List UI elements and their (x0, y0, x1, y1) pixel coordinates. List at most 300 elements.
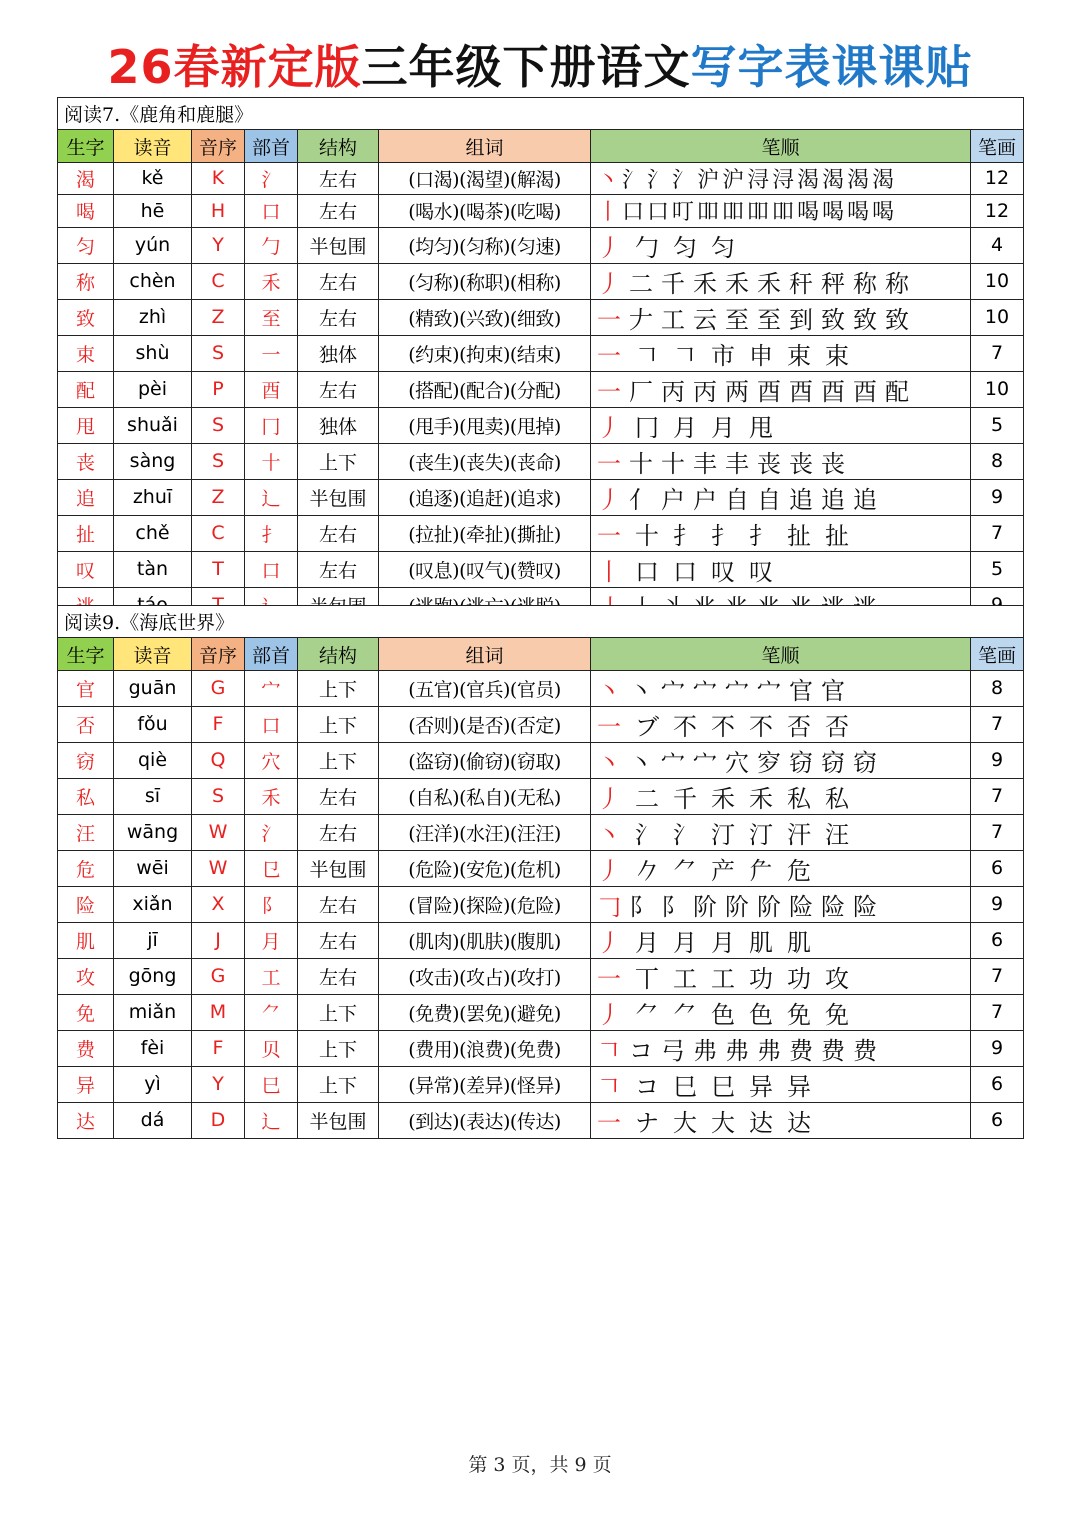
stroke-step: 窃 (789, 748, 813, 777)
stroke-order-cell (591, 814, 971, 850)
radical-cell: 巳 (245, 1066, 298, 1102)
sequence-cell: K (192, 162, 245, 194)
table-row (58, 1066, 1024, 1102)
structure-cell: 上下 (298, 706, 379, 742)
stroke-step: 吅 (722, 200, 745, 226)
structure-cell: 左右 (298, 515, 379, 551)
char-cell: 配 (58, 371, 114, 407)
stroke-step: 丿 (597, 928, 621, 957)
stroke-order-cell (591, 479, 971, 515)
sequence-cell: W (192, 850, 245, 886)
stroke-step: 产 (711, 856, 735, 885)
stroke-step: 甩 (749, 413, 773, 442)
stroke-step: 氵 (635, 820, 659, 849)
stroke-step: 丧 (789, 449, 813, 478)
radical-cell: 宀 (245, 670, 298, 706)
table-row (58, 1030, 1024, 1066)
stroke-step: 宀 (661, 676, 685, 705)
words-cell: (精致)(兴致)(细致) (379, 299, 591, 335)
table-row (58, 670, 1024, 706)
stroke-count-cell: 6 (971, 850, 1024, 886)
stroke-order-cell (591, 371, 971, 407)
stroke-step: 申 (749, 341, 773, 370)
stroke-step: 色 (749, 1000, 773, 1029)
pinyin-cell: yún (114, 227, 192, 263)
table-row (58, 922, 1024, 958)
stroke-order-cell (591, 778, 971, 814)
stroke-step: 吅 (747, 200, 770, 226)
stroke-step: 沪 (722, 167, 745, 193)
stroke-step: 吅 (697, 200, 720, 226)
table-row (58, 407, 1024, 443)
stroke-count-cell: 7 (971, 778, 1024, 814)
stroke-step: 口 (647, 200, 670, 226)
stroke-order-cell (591, 407, 971, 443)
structure-cell: 左右 (298, 162, 379, 194)
character-table-reading-7 (57, 97, 1024, 624)
stroke-step: 一 (597, 1108, 621, 1137)
char-cell: 汪 (58, 814, 114, 850)
stroke-step: 两 (725, 377, 749, 406)
pinyin-cell: yì (114, 1066, 192, 1102)
stroke-step: 千 (673, 784, 697, 813)
structure-cell: 左右 (298, 778, 379, 814)
char-cell: 丧 (58, 443, 114, 479)
stroke-step: 秆 (789, 269, 813, 298)
stroke-step: 扌 (749, 521, 773, 550)
sequence-cell: P (192, 371, 245, 407)
header-char: 生字 (58, 130, 114, 162)
char-cell: 匀 (58, 227, 114, 263)
header-char: 生字 (58, 638, 114, 670)
stroke-step: 官 (821, 676, 845, 705)
pinyin-cell: sī (114, 778, 192, 814)
words-cell: (汪洋)(水汪)(汪汪) (379, 814, 591, 850)
sequence-cell: S (192, 778, 245, 814)
sequence-cell: Z (192, 299, 245, 335)
radical-cell: 辶 (245, 1102, 298, 1138)
stroke-step: 称 (853, 269, 877, 298)
stroke-step: 一 (597, 521, 621, 550)
stroke-step: 叹 (749, 557, 773, 586)
char-cell: 追 (58, 479, 114, 515)
stroke-step: 一 (597, 964, 621, 993)
sequence-cell: F (192, 706, 245, 742)
sequence-cell: C (192, 263, 245, 299)
stroke-step: 阝 (629, 892, 653, 921)
char-cell: 免 (58, 994, 114, 1030)
table-row (58, 263, 1024, 299)
pinyin-cell: jī (114, 922, 192, 958)
stroke-step: 窃 (821, 748, 845, 777)
stroke-count-cell: 9 (971, 886, 1024, 922)
sequence-cell: Z (192, 479, 245, 515)
structure-cell: 左右 (298, 958, 379, 994)
stroke-step: 丶 (629, 748, 653, 777)
stroke-step: 丨 (597, 200, 620, 226)
char-cell: 险 (58, 886, 114, 922)
stroke-step: 𠂇 (629, 305, 653, 334)
header-stroke-order: 笔顺 (591, 638, 971, 670)
stroke-step: 扯 (825, 521, 849, 550)
words-cell: (搭配)(配合)(分配) (379, 371, 591, 407)
radical-cell: 一 (245, 335, 298, 371)
char-cell: 束 (58, 335, 114, 371)
stroke-step: 致 (853, 305, 877, 334)
stroke-step: 追 (853, 485, 877, 514)
stroke-count-cell: 6 (971, 1102, 1024, 1138)
page-number-text: 第 3 页，共 9 页 (468, 1454, 612, 1476)
stroke-step: 禾 (711, 784, 735, 813)
stroke-step: 宀 (725, 676, 749, 705)
stroke-step: 弗 (693, 1036, 717, 1065)
words-cell: (甩手)(甩卖)(甩掉) (379, 407, 591, 443)
pinyin-cell: hē (114, 195, 192, 227)
radical-cell: 口 (245, 195, 298, 227)
stroke-order-cell (591, 443, 971, 479)
stroke-step: 自 (725, 485, 749, 514)
radical-cell: 冂 (245, 407, 298, 443)
stroke-step: 肌 (787, 928, 811, 957)
stroke-step: 丶 (597, 167, 620, 193)
pinyin-cell: gōng (114, 958, 192, 994)
radical-cell: 十 (245, 443, 298, 479)
structure-cell: 左右 (298, 886, 379, 922)
stroke-step: 攻 (825, 964, 849, 993)
stroke-step: 喝 (822, 200, 845, 226)
stroke-count-cell: 7 (971, 515, 1024, 551)
section-caption: 阅读7.《鹿角和鹿腿》 (58, 98, 1024, 130)
stroke-step: 二 (629, 269, 653, 298)
stroke-step: 叹 (711, 557, 735, 586)
stroke-step: 浔 (747, 167, 770, 193)
words-cell: (拉扯)(牵扯)(撕扯) (379, 515, 591, 551)
stroke-step: 丰 (725, 449, 749, 478)
character-table-reading-9 (57, 605, 1024, 1139)
sequence-cell: S (192, 443, 245, 479)
table-row (58, 479, 1024, 515)
structure-cell: 上下 (298, 742, 379, 778)
stroke-step: 异 (787, 1072, 811, 1101)
stroke-order-cell (591, 994, 971, 1030)
stroke-step: 丿 (597, 269, 621, 298)
stroke-step: 宀 (693, 748, 717, 777)
stroke-step: 到 (789, 305, 813, 334)
radical-cell: 氵 (245, 814, 298, 850)
sequence-cell: C (192, 515, 245, 551)
stroke-step: 免 (825, 1000, 849, 1029)
structure-cell: 独体 (298, 407, 379, 443)
sequence-cell: Y (192, 1066, 245, 1102)
stroke-step: 免 (787, 1000, 811, 1029)
stroke-step: 冂 (635, 413, 659, 442)
sequence-cell: S (192, 335, 245, 371)
table-row (58, 778, 1024, 814)
stroke-step: 至 (757, 305, 781, 334)
stroke-step: ⺈ (635, 1000, 659, 1029)
stroke-step: 丶 (597, 676, 621, 705)
stroke-step: 月 (711, 928, 735, 957)
stroke-step: 丙 (693, 377, 717, 406)
radical-cell: 月 (245, 922, 298, 958)
stroke-step: 丿 (597, 784, 621, 813)
table-row (58, 850, 1024, 886)
stroke-step: 禾 (693, 269, 717, 298)
stroke-step: 宀 (757, 676, 781, 705)
stroke-step: 束 (825, 341, 849, 370)
stroke-step: 氵 (672, 167, 695, 193)
stroke-order-cell (591, 515, 971, 551)
stroke-step: 肌 (749, 928, 773, 957)
stroke-step: 致 (821, 305, 845, 334)
header-pinyin: 读音 (114, 638, 192, 670)
sequence-cell: G (192, 958, 245, 994)
radical-cell: 至 (245, 299, 298, 335)
stroke-step: 渴 (847, 167, 870, 193)
pinyin-cell: tàn (114, 551, 192, 587)
stroke-step: 自 (757, 485, 781, 514)
stroke-order-cell (591, 551, 971, 587)
stroke-step: 险 (821, 892, 845, 921)
stroke-step: 工 (673, 964, 697, 993)
stroke-step: 月 (673, 413, 697, 442)
pinyin-cell: sàng (114, 443, 192, 479)
structure-cell: 左右 (298, 371, 379, 407)
stroke-step: 丶 (597, 820, 621, 849)
stroke-step: 异 (749, 1072, 773, 1101)
header-radical: 部首 (245, 130, 298, 162)
pinyin-cell: chě (114, 515, 192, 551)
stroke-step: 一 (597, 305, 621, 334)
stroke-step: 禾 (725, 269, 749, 298)
stroke-count-cell: 10 (971, 371, 1024, 407)
char-cell: 官 (58, 670, 114, 706)
sequence-cell: X (192, 886, 245, 922)
char-cell: 否 (58, 706, 114, 742)
stroke-step: 工 (661, 305, 685, 334)
title-part-topic: 写字表课课贴 (690, 40, 973, 94)
words-cell: (自私)(私自)(无私) (379, 778, 591, 814)
pinyin-cell: pèi (114, 371, 192, 407)
stroke-step: 口 (673, 557, 697, 586)
stroke-step: 匀 (711, 233, 735, 262)
pinyin-cell: zhì (114, 299, 192, 335)
stroke-step: 丿 (597, 485, 621, 514)
stroke-count-cell: 10 (971, 263, 1024, 299)
structure-cell: 上下 (298, 1030, 379, 1066)
stroke-order-cell (591, 162, 971, 194)
table-row (58, 742, 1024, 778)
stroke-step: 厃 (749, 856, 773, 885)
stroke-step: 丿 (597, 233, 621, 262)
stroke-step: 功 (787, 964, 811, 993)
stroke-order-cell (591, 1066, 971, 1102)
structure-cell: 上下 (298, 994, 379, 1030)
header-stroke-order: 笔顺 (591, 130, 971, 162)
stroke-step: 丶 (629, 676, 653, 705)
stroke-step: 宀 (693, 676, 717, 705)
stroke-step: 束 (787, 341, 811, 370)
structure-cell: 半包围 (298, 479, 379, 515)
radical-cell: 辶 (245, 479, 298, 515)
stroke-step: 𠂊 (635, 856, 659, 885)
pinyin-cell: zhuī (114, 479, 192, 515)
stroke-step: 丧 (757, 449, 781, 478)
stroke-step: 称 (885, 269, 909, 298)
stroke-step: 弓 (661, 1036, 685, 1065)
header-structure: 结构 (298, 638, 379, 670)
stroke-step: 户 (661, 485, 685, 514)
stroke-step: 千 (661, 269, 685, 298)
stroke-step: 大 (673, 1108, 697, 1137)
stroke-step: ブ (635, 712, 659, 741)
stroke-step: 汀 (711, 820, 735, 849)
radical-cell: 禾 (245, 778, 298, 814)
stroke-step: 酉 (789, 377, 813, 406)
stroke-step: 二 (635, 784, 659, 813)
header-stroke-count: 笔画 (971, 638, 1024, 670)
table-row (58, 299, 1024, 335)
stroke-step: 阶 (725, 892, 749, 921)
stroke-step: 工 (711, 964, 735, 993)
pinyin-cell: fǒu (114, 706, 192, 742)
stroke-step: 吅 (772, 200, 795, 226)
stroke-step: 穸 (757, 748, 781, 777)
pinyin-cell: chèn (114, 263, 192, 299)
char-cell: 费 (58, 1030, 114, 1066)
page-title (0, 36, 1080, 98)
stroke-step: コ (629, 1036, 653, 1065)
pinyin-cell: xiǎn (114, 886, 192, 922)
stroke-step: 丅 (635, 964, 659, 993)
stroke-step: 氵 (647, 167, 670, 193)
words-cell: (异常)(差异)(怪异) (379, 1066, 591, 1102)
char-cell: 异 (58, 1066, 114, 1102)
stroke-step: 浔 (772, 167, 795, 193)
stroke-step: 宀 (661, 748, 685, 777)
char-cell: 称 (58, 263, 114, 299)
table-row (58, 162, 1024, 194)
sequence-cell: G (192, 670, 245, 706)
words-cell: (盗窃)(偷窃)(窃取) (379, 742, 591, 778)
header-pinyin: 读音 (114, 130, 192, 162)
char-cell: 扯 (58, 515, 114, 551)
stroke-step: 户 (693, 485, 717, 514)
radical-cell: 禾 (245, 263, 298, 299)
stroke-order-cell (591, 922, 971, 958)
stroke-step: 巳 (711, 1072, 735, 1101)
words-cell: (口渴)(渴望)(解渴) (379, 162, 591, 194)
stroke-step: 不 (749, 712, 773, 741)
table-row (58, 551, 1024, 587)
stroke-step: 费 (853, 1036, 877, 1065)
stroke-step: 口 (635, 557, 659, 586)
stroke-step: 十 (635, 521, 659, 550)
stroke-step: コ (635, 1072, 659, 1101)
stroke-step: 丙 (661, 377, 685, 406)
title-part-edition: 26春新定版 (107, 40, 362, 94)
radical-cell: 㔾 (245, 850, 298, 886)
stroke-step: 功 (749, 964, 773, 993)
radical-cell: 贝 (245, 1030, 298, 1066)
stroke-step: 月 (635, 928, 659, 957)
stroke-count-cell: 7 (971, 994, 1024, 1030)
radical-cell: 穴 (245, 742, 298, 778)
stroke-step: 达 (749, 1108, 773, 1137)
structure-cell: 左右 (298, 299, 379, 335)
header-sequence: 音序 (192, 130, 245, 162)
header-words: 组词 (379, 130, 591, 162)
sequence-cell: D (192, 1102, 245, 1138)
table-row (58, 195, 1024, 227)
stroke-count-cell: 12 (971, 162, 1024, 194)
stroke-step: 月 (711, 413, 735, 442)
stroke-step: 费 (821, 1036, 845, 1065)
table-row (58, 335, 1024, 371)
stroke-order-cell (591, 299, 971, 335)
sequence-cell: Y (192, 227, 245, 263)
stroke-step: 酉 (821, 377, 845, 406)
stroke-step: 危 (787, 856, 811, 885)
sequence-cell: J (192, 922, 245, 958)
words-cell: (五官)(官兵)(官员) (379, 670, 591, 706)
stroke-step: 汪 (825, 820, 849, 849)
header-structure: 结构 (298, 130, 379, 162)
words-cell: (匀称)(称职)(相称) (379, 263, 591, 299)
stroke-step: ナ (635, 1108, 659, 1137)
words-cell: (免费)(罢免)(避免) (379, 994, 591, 1030)
stroke-step: 扌 (711, 521, 735, 550)
stroke-step: 𠃍 (635, 341, 659, 370)
stroke-count-cell: 7 (971, 706, 1024, 742)
stroke-order-cell (591, 195, 971, 227)
stroke-step: 亻 (629, 485, 653, 514)
title-part-grade: 三年级下册语文 (361, 40, 691, 94)
stroke-count-cell: 9 (971, 479, 1024, 515)
radical-cell: 口 (245, 706, 298, 742)
stroke-count-cell: 7 (971, 958, 1024, 994)
char-cell: 私 (58, 778, 114, 814)
char-cell: 渴 (58, 162, 114, 194)
structure-cell: 上下 (298, 670, 379, 706)
stroke-step: 叮 (672, 200, 695, 226)
structure-cell: 左右 (298, 922, 379, 958)
sequence-cell: F (192, 1030, 245, 1066)
stroke-step: 追 (789, 485, 813, 514)
stroke-count-cell: 8 (971, 670, 1024, 706)
pinyin-cell: wāng (114, 814, 192, 850)
stroke-step: 一 (597, 341, 621, 370)
structure-cell: 半包围 (298, 227, 379, 263)
stroke-step: 阝 (661, 892, 685, 921)
sequence-cell: W (192, 814, 245, 850)
stroke-step: 汀 (749, 820, 773, 849)
stroke-step: 一 (597, 377, 621, 406)
words-cell: (叹息)(叹气)(赞叹) (379, 551, 591, 587)
sequence-cell: T (192, 551, 245, 587)
pinyin-cell: dá (114, 1102, 192, 1138)
sequence-cell: M (192, 994, 245, 1030)
pinyin-cell: shù (114, 335, 192, 371)
stroke-count-cell: 8 (971, 443, 1024, 479)
stroke-count-cell: 9 (971, 742, 1024, 778)
char-cell: 肌 (58, 922, 114, 958)
stroke-step: 色 (711, 1000, 735, 1029)
stroke-count-cell: 9 (971, 1030, 1024, 1066)
structure-cell: 半包围 (298, 1102, 379, 1138)
structure-cell: 半包围 (298, 850, 379, 886)
words-cell: (冒险)(探险)(危险) (379, 886, 591, 922)
